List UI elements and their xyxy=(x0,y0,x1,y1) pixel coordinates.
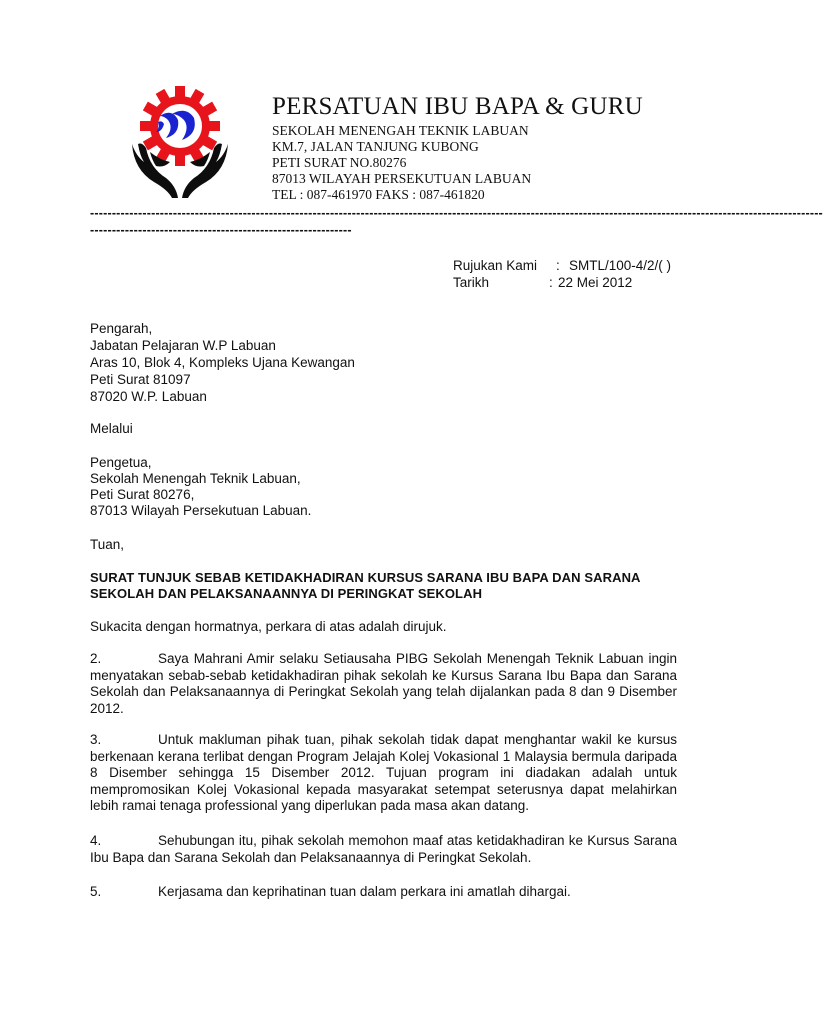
contact-line: TEL : 087-461970 FAKS : 087-461820 xyxy=(272,187,485,202)
via-line: Sekolah Menengah Teknik Labuan, xyxy=(90,471,301,486)
via-label: Melalui xyxy=(90,421,133,436)
reference-label: Rujukan Kami xyxy=(453,258,538,273)
address-line: PETI SURAT NO.80276 xyxy=(272,155,407,170)
divider-line: ------------------------------------------------------------------------------------------------------------------------------------------------------------------------ xyxy=(90,206,823,220)
org-title: PERSATUAN IBU BAPA & GURU xyxy=(272,93,643,120)
salutation: Tuan, xyxy=(90,537,125,552)
subject-line: SURAT TUNJUK SEBAB KETIDAKHADIRAN KURSUS SARANA IBU BAPA DAN SARANA xyxy=(90,570,641,585)
via-line: Pengetua, xyxy=(90,455,152,470)
recipient-line: Jabatan Pelajaran W.P Labuan xyxy=(90,338,276,353)
via-line: Peti Surat 80276, xyxy=(90,487,195,502)
paragraph-number: 4. xyxy=(90,833,102,848)
gear-hands-logo-icon xyxy=(120,82,240,200)
paragraph-2 xyxy=(90,651,677,717)
reference-value: SMTL/100-4/2/( ) xyxy=(569,258,672,273)
date-colon: : xyxy=(549,275,553,290)
recipient-line: 87020 W.P. Labuan xyxy=(90,389,207,404)
date-label: Tarikh xyxy=(453,275,490,290)
paragraph-text: Sehubungan itu, pihak sekolah memohon maaf atas ketidakhadiran ke Kursus Sarana Ibu Bapa dan Sarana Sekolah dan Pelaksanaannya di Peringkat Sekolah. xyxy=(90,833,677,865)
paragraph-text: Kerjasama dan keprihatinan tuan dalam perkara ini amatlah dihargai. xyxy=(158,884,571,899)
paragraph-5 xyxy=(90,884,677,901)
address-line: SEKOLAH MENENGAH TEKNIK LABUAN xyxy=(272,123,529,138)
subject-line: SEKOLAH DAN PELAKSANAANNYA DI PERINGKAT SEKOLAH xyxy=(90,586,483,601)
paragraph-3 xyxy=(90,732,677,815)
date-value: 22 Mei 2012 xyxy=(558,275,633,290)
recipient-line: Aras 10, Blok 4, Kompleks Ujana Kewangan xyxy=(90,355,355,370)
paragraph-text: Untuk makluman pihak tuan, pihak sekolah tidak dapat menghantar wakil ke kursus berkenaan kerana terlibat dengan Program Jelajah Kolej Vokasional 1 Malaysia bermula daripada 8 Disember sehingga 15 Disember 2012. Tujuan program ini diadakan adalah untuk mempromosikan Kolej Vokasional kepada masyarakat setempat seterusnya dapat melahirkan lebih ramai tenaga professional yang diperlukan pada masa akan datang. xyxy=(90,732,677,814)
paragraph-4 xyxy=(90,833,677,866)
divider-line: ------------------------------------------------------------ xyxy=(90,223,352,237)
paragraph-number: 3. xyxy=(90,732,102,747)
address-line: KM.7, JALAN TANJUNG KUBONG xyxy=(272,139,479,154)
recipient-line: Peti Surat 81097 xyxy=(90,372,191,387)
recipient-line: Pengarah, xyxy=(90,321,153,336)
paragraph-number: 5. xyxy=(90,884,102,899)
paragraph-number: 2. xyxy=(90,651,102,666)
via-line: 87013 Wilayah Persekutuan Labuan. xyxy=(90,503,312,518)
opening-line: Sukacita dengan hormatnya, perkara di atas adalah dirujuk. xyxy=(90,619,447,634)
address-line: 87013 WILAYAH PERSEKUTUAN LABUAN xyxy=(272,171,532,186)
paragraph-text: Saya Mahrani Amir selaku Setiausaha PIBG Sekolah Menengah Teknik Labuan ingin menyatakan sebab-sebab ketidakhadiran pihak sekolah ke Kursus Sarana Ibu Bapa dan Sarana Sekolah dan Pelaksanaannya di Peringkat Sekolah yang telah dijalankan pada 8 dan 9 Disember 2012. xyxy=(90,651,677,716)
reference-colon: : xyxy=(556,258,560,273)
